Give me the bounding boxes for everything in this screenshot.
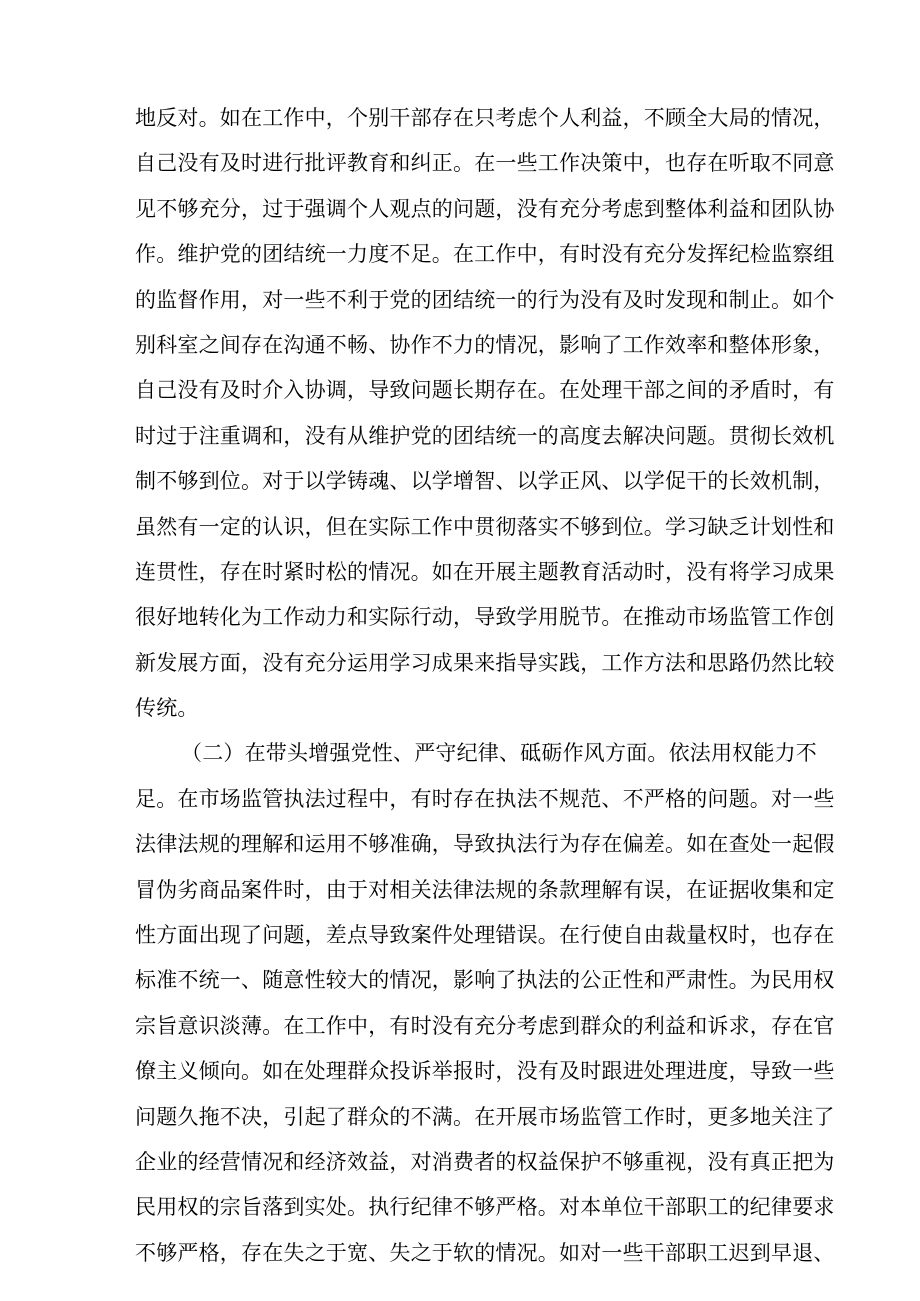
paragraph-line: 宗旨意识淡薄。在工作中，有时没有充分考虑到群众的利益和诉求，存在官: [135, 1013, 835, 1038]
paragraph-line: 僚主义倾向。如在处理群众投诉举报时，没有及时跟进处理进度，导致一些: [135, 1059, 835, 1084]
paragraph-line: 传统。: [135, 696, 199, 721]
paragraph-line: 连贯性，存在时紧时松的情况。如在开展主题教育活动时，没有将学习成果: [135, 559, 835, 584]
paragraph-line: 不够严格，存在失之于宽、失之于软的情况。如对一些干部职工迟到早退、: [135, 1240, 835, 1265]
paragraph-line: 新发展方面，没有充分运用学习成果来指导实践，工作方法和思路仍然比较: [135, 650, 835, 675]
paragraph-line: 制不够到位。对于以学铸魂、以学增智、以学正风、以学促干的长效机制，: [135, 469, 835, 494]
paragraph-line: 企业的经营情况和经济效益，对消费者的权益保护不够重视，没有真正把为: [135, 1149, 835, 1174]
paragraph-line: 问题久拖不决，引起了群众的不满。在开展市场监管工作时，更多地关注了: [135, 1104, 835, 1129]
paragraph-line: 法律法规的理解和运用不够准确，导致执法行为存在偏差。如在查处一起假: [135, 832, 835, 857]
paragraph-line: 标准不统一、随意性较大的情况，影响了执法的公正性和严肃性。为民用权: [135, 968, 835, 993]
paragraph-line: 虽然有一定的认识，但在实际工作中贯彻落实不够到位。学习缺乏计划性和: [135, 514, 835, 539]
paragraph-line: 地反对。如在工作中，个别干部存在只考虑个人利益，不顾全大局的情况，: [135, 106, 835, 130]
paragraph-line: 的监督作用，对一些不利于党的团结统一的行为没有及时发现和制止。如个: [135, 287, 835, 312]
paragraph-line: 时过于注重调和，没有从维护党的团结统一的高度去解决问题。贯彻长效机: [135, 423, 835, 448]
paragraph-line: 作。维护党的团结统一力度不足。在工作中，有时没有充分发挥纪检监察组: [135, 242, 835, 267]
paragraph-line: 很好地转化为工作动力和实际行动，导致学用脱节。在推动市场监管工作创: [135, 605, 835, 630]
paragraph-line: 别科室之间存在沟通不畅、协作不力的情况，影响了工作效率和整体形象，: [135, 332, 835, 357]
paragraph-line: 性方面出现了问题，差点导致案件处理错误。在行使自由裁量权时，也存在: [135, 923, 835, 948]
paragraph-line: 冒伪劣商品案件时，由于对相关法律法规的条款理解有误，在证据收集和定: [135, 877, 835, 902]
paragraph-line: 见不够充分，过于强调个人观点的问题，没有充分考虑到整体利益和团队协: [135, 196, 835, 221]
paragraph-1: [135, 96, 835, 731]
body-text: [135, 96, 835, 1276]
paragraph-line: 足。在市场监管执法过程中，有时存在执法不规范、不严格的问题。对一些: [135, 786, 835, 811]
paragraph-line: 民用权的宗旨落到实处。执行纪律不够严格。对本单位干部职工的纪律要求: [135, 1195, 835, 1220]
paragraph-2: [135, 731, 835, 1276]
paragraph-heading-line: （二）在带头增强党性、严守纪律、砥砺作风方面。依法用权能力不: [181, 741, 817, 766]
paragraph-line: 自己没有及时介入协调，导致问题长期存在。在处理干部之间的矛盾时，有: [135, 378, 835, 403]
paragraph-line: 自己没有及时进行批评教育和纠正。在一些工作决策中，也存在听取不同意: [135, 151, 835, 176]
